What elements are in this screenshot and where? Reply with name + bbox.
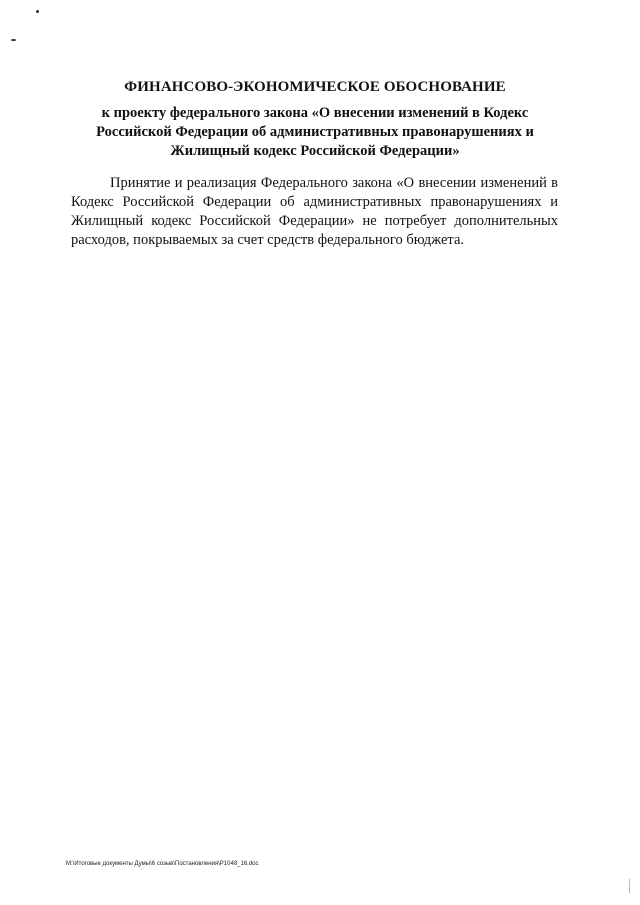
scan-edge-mark bbox=[629, 879, 630, 893]
scan-speck bbox=[36, 10, 39, 13]
body-paragraph: Принятие и реализация Федерального закона «О внесении изменений в Кодекс Российской Федерации об административных правонарушениях и Жилищный кодекс Российской Федерации» не потребует дополнительных расходов, покрываемых за счет средств федерального бюджета. bbox=[71, 175, 558, 248]
document-subtitle bbox=[70, 104, 560, 161]
scan-speck bbox=[11, 39, 16, 41]
subtitle-line: Жилищный кодекс Российской Федерации» bbox=[170, 143, 460, 159]
document-title: ФИНАНСОВО-ЭКОНОМИЧЕСКОЕ ОБОСНОВАНИЕ bbox=[124, 79, 506, 95]
footer-file-path: M:\Итоговые документы Думы\6 созыв\Постановления\P1048_16.doc bbox=[66, 861, 259, 867]
subtitle-line: Российской Федерации об административных правонарушениях и bbox=[96, 124, 534, 140]
subtitle-line: к проекту федерального закона «О внесении изменений в Кодекс bbox=[101, 105, 529, 121]
